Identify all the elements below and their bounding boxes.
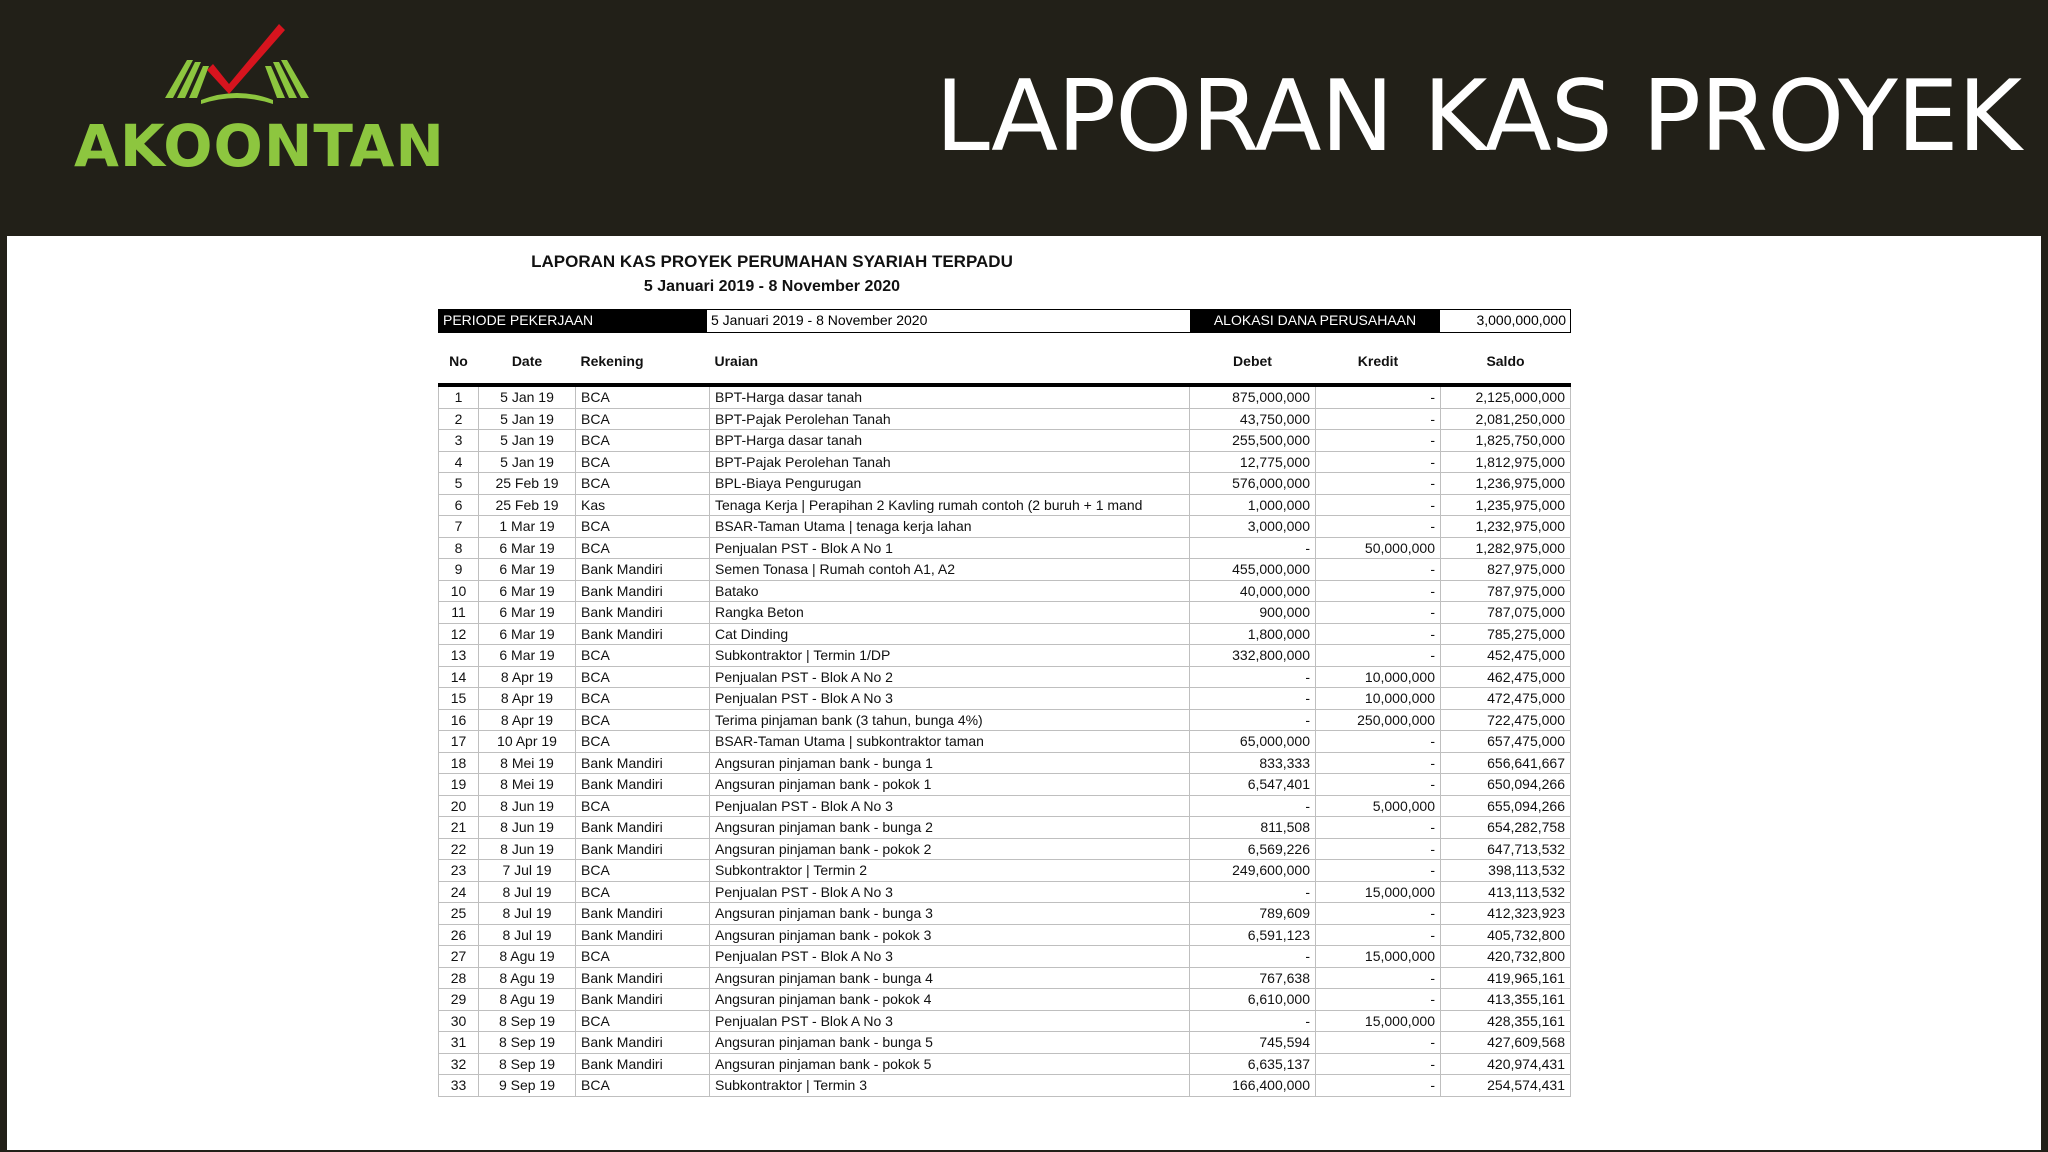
cell-rekening: BCA (576, 946, 710, 968)
cell-kredit: - (1316, 924, 1441, 946)
table-row (439, 666, 1571, 688)
cell-no: 32 (439, 1053, 479, 1075)
table-row (439, 1032, 1571, 1054)
cell-kredit: - (1316, 385, 1441, 408)
cell-saldo: 462,475,000 (1441, 666, 1571, 688)
cell-no: 6 (439, 494, 479, 516)
cell-uraian: Subkontraktor | Termin 3 (710, 1075, 1190, 1097)
cell-saldo: 405,732,800 (1441, 924, 1571, 946)
cell-rekening: BCA (576, 1010, 710, 1032)
cell-no: 9 (439, 559, 479, 581)
table-row (439, 408, 1571, 430)
cash-ledger-table (438, 339, 1571, 1097)
cell-debet: 166,400,000 (1190, 1075, 1316, 1097)
col-header-kredit: Kredit (1316, 339, 1441, 385)
cell-uraian: Penjualan PST - Blok A No 2 (710, 666, 1190, 688)
cell-uraian: Tenaga Kerja | Perapihan 2 Kavling rumah contoh (2 buruh + 1 mand (710, 494, 1190, 516)
cell-rekening: BCA (576, 516, 710, 538)
table-row (439, 430, 1571, 452)
cell-kredit: 10,000,000 (1316, 666, 1441, 688)
cell-no: 10 (439, 580, 479, 602)
cell-date: 8 Mei 19 (479, 774, 576, 796)
col-header-debet: Debet (1190, 339, 1316, 385)
cell-saldo: 1,825,750,000 (1441, 430, 1571, 452)
cell-debet: 6,547,401 (1190, 774, 1316, 796)
cell-uraian: Angsuran pinjaman bank - bunga 1 (710, 752, 1190, 774)
cell-saldo: 428,355,161 (1441, 1010, 1571, 1032)
cell-kredit: - (1316, 752, 1441, 774)
cell-debet: 249,600,000 (1190, 860, 1316, 882)
cell-date: 7 Jul 19 (479, 860, 576, 882)
cell-no: 18 (439, 752, 479, 774)
cell-no: 19 (439, 774, 479, 796)
cell-no: 17 (439, 731, 479, 753)
cell-kredit: - (1316, 817, 1441, 839)
cell-uraian: Penjualan PST - Blok A No 1 (710, 537, 1190, 559)
cell-debet: 6,569,226 (1190, 838, 1316, 860)
cell-saldo: 2,081,250,000 (1441, 408, 1571, 430)
cell-uraian: BSAR-Taman Utama | tenaga kerja lahan (710, 516, 1190, 538)
cell-date: 5 Jan 19 (479, 385, 576, 408)
cell-no: 23 (439, 860, 479, 882)
cell-kredit: - (1316, 1032, 1441, 1054)
info-bar (438, 309, 1571, 333)
cell-date: 6 Mar 19 (479, 645, 576, 667)
cell-no: 16 (439, 709, 479, 731)
cell-saldo: 412,323,923 (1441, 903, 1571, 925)
cell-date: 8 Jun 19 (479, 838, 576, 860)
brand-name: AKOONTAN (74, 112, 445, 180)
cell-saldo: 1,232,975,000 (1441, 516, 1571, 538)
cell-no: 25 (439, 903, 479, 925)
cell-rekening: BCA (576, 408, 710, 430)
cell-rekening: Bank Mandiri (576, 1053, 710, 1075)
cell-kredit: - (1316, 645, 1441, 667)
cell-kredit: - (1316, 623, 1441, 645)
cell-no: 1 (439, 385, 479, 408)
cell-date: 6 Mar 19 (479, 559, 576, 581)
cell-no: 3 (439, 430, 479, 452)
cell-uraian: Angsuran pinjaman bank - bunga 4 (710, 967, 1190, 989)
cell-date: 8 Jul 19 (479, 881, 576, 903)
cell-no: 13 (439, 645, 479, 667)
col-header-date: Date (479, 339, 576, 385)
cell-kredit: 5,000,000 (1316, 795, 1441, 817)
cell-uraian: Angsuran pinjaman bank - pokok 5 (710, 1053, 1190, 1075)
cell-rekening: BCA (576, 385, 710, 408)
cell-uraian: Angsuran pinjaman bank - pokok 2 (710, 838, 1190, 860)
cell-no: 12 (439, 623, 479, 645)
cell-kredit: - (1316, 903, 1441, 925)
cell-debet: 1,800,000 (1190, 623, 1316, 645)
cell-debet: - (1190, 537, 1316, 559)
report-title: LAPORAN KAS PROYEK PERUMAHAN SYARIAH TERPADU (531, 252, 1013, 271)
cell-date: 5 Jan 19 (479, 430, 576, 452)
cell-saldo: 413,113,532 (1441, 881, 1571, 903)
cell-debet: 332,800,000 (1190, 645, 1316, 667)
cell-date: 6 Mar 19 (479, 623, 576, 645)
cell-debet: 767,638 (1190, 967, 1316, 989)
cell-debet: - (1190, 688, 1316, 710)
cell-kredit: - (1316, 602, 1441, 624)
table-row (439, 860, 1571, 882)
col-header-no: No (439, 339, 479, 385)
cell-kredit: - (1316, 494, 1441, 516)
cell-uraian: Angsuran pinjaman bank - pokok 3 (710, 924, 1190, 946)
cell-debet: - (1190, 881, 1316, 903)
table-row (439, 795, 1571, 817)
cell-date: 8 Apr 19 (479, 666, 576, 688)
table-row (439, 774, 1571, 796)
cell-kredit: 10,000,000 (1316, 688, 1441, 710)
cell-date: 8 Sep 19 (479, 1032, 576, 1054)
cell-debet: 455,000,000 (1190, 559, 1316, 581)
table-row (439, 752, 1571, 774)
cell-kredit: - (1316, 451, 1441, 473)
page-title: LAPORAN KAS PROYEK (935, 60, 2021, 174)
cell-uraian: Batako (710, 580, 1190, 602)
cell-date: 8 Jul 19 (479, 924, 576, 946)
cell-date: 8 Jul 19 (479, 903, 576, 925)
cell-date: 1 Mar 19 (479, 516, 576, 538)
table-row (439, 709, 1571, 731)
cell-no: 4 (439, 451, 479, 473)
cell-rekening: Bank Mandiri (576, 559, 710, 581)
cell-no: 29 (439, 989, 479, 1011)
cell-no: 26 (439, 924, 479, 946)
cell-date: 8 Sep 19 (479, 1010, 576, 1032)
col-header-uraian: Uraian (710, 339, 1190, 385)
cell-rekening: Bank Mandiri (576, 838, 710, 860)
header-bar (0, 0, 2048, 235)
cell-saldo: 472,475,000 (1441, 688, 1571, 710)
cell-rekening: Bank Mandiri (576, 774, 710, 796)
cell-no: 5 (439, 473, 479, 495)
cell-debet: 900,000 (1190, 602, 1316, 624)
cell-date: 6 Mar 19 (479, 537, 576, 559)
table-row (439, 559, 1571, 581)
report-subtitle: 5 Januari 2019 - 8 November 2020 (643, 278, 901, 295)
cell-date: 8 Agu 19 (479, 967, 576, 989)
cell-rekening: BCA (576, 537, 710, 559)
cell-uraian: BPT-Harga dasar tanah (710, 385, 1190, 408)
cell-uraian: BPL-Biaya Pengurugan (710, 473, 1190, 495)
cell-debet: - (1190, 946, 1316, 968)
cell-saldo: 785,275,000 (1441, 623, 1571, 645)
cell-saldo: 452,475,000 (1441, 645, 1571, 667)
cell-debet: 6,635,137 (1190, 1053, 1316, 1075)
cell-date: 8 Jun 19 (479, 795, 576, 817)
cell-date: 8 Jun 19 (479, 817, 576, 839)
cell-saldo: 1,235,975,000 (1441, 494, 1571, 516)
cell-date: 6 Mar 19 (479, 602, 576, 624)
cell-rekening: Bank Mandiri (576, 817, 710, 839)
cell-rekening: BCA (576, 881, 710, 903)
cell-no: 28 (439, 967, 479, 989)
cell-saldo: 420,732,800 (1441, 946, 1571, 968)
table-row (439, 688, 1571, 710)
table-row (439, 1053, 1571, 1075)
col-header-rekening: Rekening (576, 339, 710, 385)
cell-rekening: Bank Mandiri (576, 967, 710, 989)
cell-no: 8 (439, 537, 479, 559)
cell-no: 15 (439, 688, 479, 710)
cell-saldo: 1,282,975,000 (1441, 537, 1571, 559)
cell-debet: - (1190, 795, 1316, 817)
cell-uraian: BPT-Pajak Perolehan Tanah (710, 451, 1190, 473)
cell-uraian: Terima pinjaman bank (3 tahun, bunga 4%) (710, 709, 1190, 731)
cell-debet: 833,333 (1190, 752, 1316, 774)
cell-rekening: Bank Mandiri (576, 752, 710, 774)
cell-debet: 789,609 (1190, 903, 1316, 925)
alokasi-label: ALOKASI DANA PERUSAHAAN (1190, 310, 1440, 332)
table-row (439, 494, 1571, 516)
cell-rekening: Kas (576, 494, 710, 516)
cell-date: 5 Jan 19 (479, 451, 576, 473)
cell-date: 5 Jan 19 (479, 408, 576, 430)
cell-kredit: - (1316, 731, 1441, 753)
cell-uraian: Penjualan PST - Blok A No 3 (710, 946, 1190, 968)
cell-saldo: 413,355,161 (1441, 989, 1571, 1011)
cell-saldo: 827,975,000 (1441, 559, 1571, 581)
cell-uraian: Penjualan PST - Blok A No 3 (710, 688, 1190, 710)
cell-saldo: 647,713,532 (1441, 838, 1571, 860)
cell-saldo: 419,965,161 (1441, 967, 1571, 989)
cell-no: 30 (439, 1010, 479, 1032)
cell-debet: - (1190, 666, 1316, 688)
table-row (439, 924, 1571, 946)
table-row (439, 602, 1571, 624)
table-row (439, 385, 1571, 408)
table-row (439, 623, 1571, 645)
cell-rekening: BCA (576, 430, 710, 452)
cell-saldo: 787,075,000 (1441, 602, 1571, 624)
cell-date: 8 Apr 19 (479, 709, 576, 731)
cell-rekening: Bank Mandiri (576, 1032, 710, 1054)
cell-date: 8 Sep 19 (479, 1053, 576, 1075)
cell-saldo: 427,609,568 (1441, 1032, 1571, 1054)
cell-uraian: Penjualan PST - Blok A No 3 (710, 1010, 1190, 1032)
cell-debet: 255,500,000 (1190, 430, 1316, 452)
periode-label: PERIODE PEKERJAAN (439, 310, 707, 332)
cell-date: 25 Feb 19 (479, 473, 576, 495)
cell-uraian: Subkontraktor | Termin 2 (710, 860, 1190, 882)
cell-kredit: - (1316, 473, 1441, 495)
cell-rekening: BCA (576, 451, 710, 473)
cell-kredit: - (1316, 774, 1441, 796)
cell-date: 8 Agu 19 (479, 989, 576, 1011)
cell-date: 8 Mei 19 (479, 752, 576, 774)
cell-kredit: - (1316, 967, 1441, 989)
table-row (439, 1010, 1571, 1032)
cell-debet: 6,591,123 (1190, 924, 1316, 946)
cell-kredit: 15,000,000 (1316, 946, 1441, 968)
cell-no: 21 (439, 817, 479, 839)
cell-uraian: Penjualan PST - Blok A No 3 (710, 881, 1190, 903)
cell-no: 14 (439, 666, 479, 688)
cell-debet: 12,775,000 (1190, 451, 1316, 473)
cell-no: 2 (439, 408, 479, 430)
col-header-saldo: Saldo (1441, 339, 1571, 385)
cell-saldo: 655,094,266 (1441, 795, 1571, 817)
cell-rekening: BCA (576, 860, 710, 882)
cell-kredit: 50,000,000 (1316, 537, 1441, 559)
cell-uraian: BSAR-Taman Utama | subkontraktor taman (710, 731, 1190, 753)
cell-uraian: Angsuran pinjaman bank - pokok 4 (710, 989, 1190, 1011)
table-row (439, 580, 1571, 602)
cell-uraian: Angsuran pinjaman bank - bunga 5 (710, 1032, 1190, 1054)
cell-date: 9 Sep 19 (479, 1075, 576, 1097)
cell-rekening: Bank Mandiri (576, 924, 710, 946)
cell-kredit: - (1316, 838, 1441, 860)
cell-saldo: 2,125,000,000 (1441, 385, 1571, 408)
table-body (439, 385, 1571, 1096)
cell-saldo: 656,641,667 (1441, 752, 1571, 774)
cell-kredit: 250,000,000 (1316, 709, 1441, 731)
cell-debet: 65,000,000 (1190, 731, 1316, 753)
table-row (439, 838, 1571, 860)
cell-saldo: 650,094,266 (1441, 774, 1571, 796)
cell-kredit: 15,000,000 (1316, 1010, 1441, 1032)
cell-kredit: - (1316, 516, 1441, 538)
table-row (439, 473, 1571, 495)
table-row (439, 516, 1571, 538)
cell-rekening: Bank Mandiri (576, 623, 710, 645)
cell-debet: 3,000,000 (1190, 516, 1316, 538)
cell-uraian: Penjualan PST - Blok A No 3 (710, 795, 1190, 817)
table-row (439, 1075, 1571, 1097)
cell-debet: 1,000,000 (1190, 494, 1316, 516)
cell-no: 33 (439, 1075, 479, 1097)
cell-no: 22 (439, 838, 479, 860)
cell-rekening: BCA (576, 473, 710, 495)
cell-rekening: BCA (576, 666, 710, 688)
cell-saldo: 1,812,975,000 (1441, 451, 1571, 473)
cell-rekening: BCA (576, 795, 710, 817)
cell-kredit: - (1316, 559, 1441, 581)
cell-kredit: - (1316, 860, 1441, 882)
cell-uraian: Angsuran pinjaman bank - pokok 1 (710, 774, 1190, 796)
table-header-row (439, 339, 1571, 385)
cell-uraian: Semen Tonasa | Rumah contoh A1, A2 (710, 559, 1190, 581)
cell-uraian: Rangka Beton (710, 602, 1190, 624)
table-row (439, 881, 1571, 903)
cell-debet: 40,000,000 (1190, 580, 1316, 602)
cell-debet: 43,750,000 (1190, 408, 1316, 430)
cell-rekening: BCA (576, 645, 710, 667)
table-row (439, 989, 1571, 1011)
cell-uraian: BPT-Harga dasar tanah (710, 430, 1190, 452)
cell-kredit: - (1316, 408, 1441, 430)
cell-no: 31 (439, 1032, 479, 1054)
cell-debet: 745,594 (1190, 1032, 1316, 1054)
cell-debet: - (1190, 709, 1316, 731)
cell-rekening: Bank Mandiri (576, 989, 710, 1011)
cell-debet: - (1190, 1010, 1316, 1032)
table-row (439, 967, 1571, 989)
cell-saldo: 654,282,758 (1441, 817, 1571, 839)
cell-saldo: 420,974,431 (1441, 1053, 1571, 1075)
cell-debet: 6,610,000 (1190, 989, 1316, 1011)
alokasi-value: 3,000,000,000 (1440, 310, 1570, 332)
table-row (439, 903, 1571, 925)
report-sheet (7, 236, 2041, 1150)
table-row (439, 537, 1571, 559)
cell-saldo: 254,574,431 (1441, 1075, 1571, 1097)
cell-no: 11 (439, 602, 479, 624)
cell-uraian: Angsuran pinjaman bank - bunga 2 (710, 817, 1190, 839)
table-row (439, 451, 1571, 473)
cell-date: 8 Agu 19 (479, 946, 576, 968)
cell-rekening: Bank Mandiri (576, 903, 710, 925)
cell-date: 25 Feb 19 (479, 494, 576, 516)
cell-debet: 875,000,000 (1190, 385, 1316, 408)
cell-saldo: 657,475,000 (1441, 731, 1571, 753)
cell-uraian: Subkontraktor | Termin 1/DP (710, 645, 1190, 667)
brand-logo (62, 20, 445, 190)
cell-debet: 576,000,000 (1190, 473, 1316, 495)
cell-no: 20 (439, 795, 479, 817)
table-row (439, 817, 1571, 839)
table-row (439, 731, 1571, 753)
cell-saldo: 787,975,000 (1441, 580, 1571, 602)
cell-uraian: Cat Dinding (710, 623, 1190, 645)
cell-date: 6 Mar 19 (479, 580, 576, 602)
cell-kredit: - (1316, 430, 1441, 452)
cell-rekening: BCA (576, 1075, 710, 1097)
cell-no: 7 (439, 516, 479, 538)
cell-no: 27 (439, 946, 479, 968)
cell-uraian: Angsuran pinjaman bank - bunga 3 (710, 903, 1190, 925)
cell-no: 24 (439, 881, 479, 903)
cell-kredit: - (1316, 580, 1441, 602)
cell-debet: 811,508 (1190, 817, 1316, 839)
cell-rekening: Bank Mandiri (576, 602, 710, 624)
book-check-icon (157, 20, 317, 110)
cell-saldo: 1,236,975,000 (1441, 473, 1571, 495)
cell-saldo: 398,113,532 (1441, 860, 1571, 882)
cell-uraian: BPT-Pajak Perolehan Tanah (710, 408, 1190, 430)
periode-value: 5 Januari 2019 - 8 November 2020 (707, 310, 1190, 332)
table-row (439, 645, 1571, 667)
cell-date: 8 Apr 19 (479, 688, 576, 710)
table-row (439, 946, 1571, 968)
cell-rekening: BCA (576, 731, 710, 753)
cell-kredit: 15,000,000 (1316, 881, 1441, 903)
cell-rekening: BCA (576, 688, 710, 710)
cell-saldo: 722,475,000 (1441, 709, 1571, 731)
cell-kredit: - (1316, 1075, 1441, 1097)
cell-date: 10 Apr 19 (479, 731, 576, 753)
cell-rekening: BCA (576, 709, 710, 731)
cell-rekening: Bank Mandiri (576, 580, 710, 602)
cell-kredit: - (1316, 989, 1441, 1011)
cell-kredit: - (1316, 1053, 1441, 1075)
